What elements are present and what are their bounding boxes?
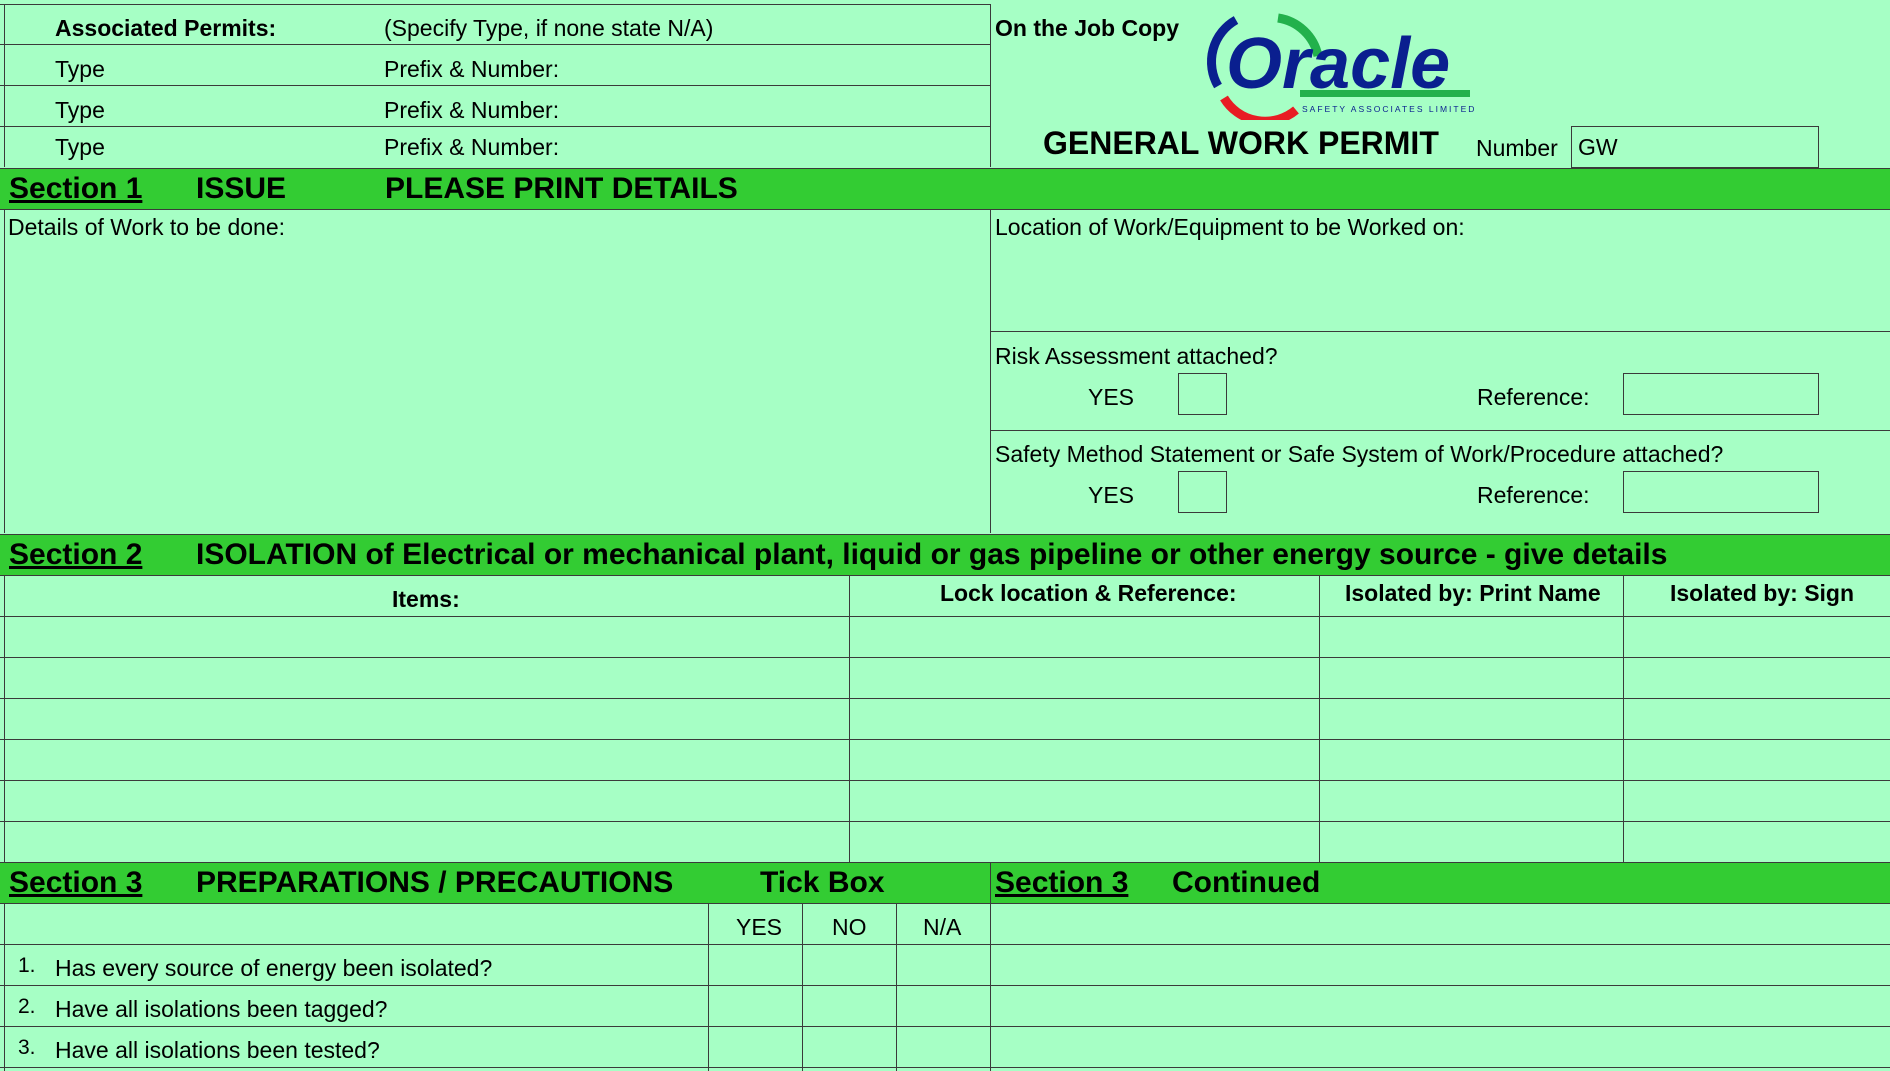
grid-line — [0, 534, 1890, 535]
section3-continued-heading: Continued — [1172, 866, 1321, 899]
permit-prefix-label: Prefix & Number: — [384, 97, 560, 123]
grid-line — [849, 575, 850, 862]
section2-heading: ISOLATION of Electrical or mechanical plant, liquid or gas pipeline or other energy source - give details — [196, 538, 1668, 571]
table-row-line — [0, 821, 1890, 822]
grid-line — [1623, 575, 1624, 862]
grid-line — [4, 903, 5, 1071]
section3-continued-label: Section 3 — [995, 866, 1129, 899]
section3-heading: PREPARATIONS / PRECAUTIONS — [196, 866, 674, 899]
number-value: GW — [1578, 134, 1618, 160]
method-statement-label: Safety Method Statement or Safe System of Work/Procedure attached? — [995, 441, 1724, 467]
permit-type-label: Type — [55, 97, 105, 123]
oracle-logo-icon — [1200, 6, 1480, 120]
copy-label: On the Job Copy — [995, 15, 1179, 41]
grid-line — [0, 575, 1890, 576]
section1-heading: ISSUE — [196, 172, 287, 205]
table-row-line — [0, 657, 1890, 658]
grid-line — [1319, 575, 1320, 862]
location-label: Location of Work/Equipment to be Worked on: — [995, 214, 1465, 240]
method-yes-checkbox[interactable] — [1178, 471, 1227, 513]
question-1-yes-cell[interactable] — [709, 945, 801, 984]
table-row-line — [0, 698, 1890, 699]
number-field[interactable] — [1571, 126, 1819, 168]
question-text: Have all isolations been tested? — [55, 1037, 380, 1063]
question-1-na-cell[interactable] — [897, 945, 989, 984]
details-label: Details of Work to be done: — [8, 214, 285, 240]
grid-line — [4, 209, 5, 533]
grid-line — [0, 126, 990, 127]
table-row-line — [0, 780, 1890, 781]
table-row-line — [0, 1067, 1890, 1068]
grid-line — [990, 430, 1890, 431]
grid-line — [0, 4, 990, 5]
grid-line — [990, 331, 1890, 332]
risk-yes-label: YES — [1088, 384, 1135, 410]
permit-prefix-label: Prefix & Number: — [384, 134, 560, 160]
table-row-line — [0, 616, 1890, 617]
permit-type-label: Type — [55, 134, 105, 160]
question-2-na-cell[interactable] — [897, 986, 989, 1025]
column-header-lock-location: Lock location & Reference: — [940, 580, 1237, 606]
section2-label: Section 2 — [9, 538, 143, 571]
risk-reference-label: Reference: — [1477, 384, 1590, 410]
risk-reference-field[interactable] — [1623, 373, 1819, 415]
grid-line — [0, 903, 1890, 904]
grid-line — [4, 4, 5, 167]
tick-box-label: Tick Box — [760, 866, 885, 899]
risk-yes-checkbox[interactable] — [1178, 373, 1227, 415]
table-row-line — [0, 739, 1890, 740]
grid-line — [4, 575, 5, 862]
column-header-items: Items: — [392, 586, 460, 612]
question-3-no-cell[interactable] — [803, 1027, 895, 1066]
associated-permits-hint: (Specify Type, if none state N/A) — [384, 15, 714, 41]
grid-line — [990, 4, 991, 167]
grid-line — [0, 44, 990, 45]
grid-line — [990, 903, 991, 1071]
grid-line — [0, 168, 1890, 169]
number-label: Number — [1476, 135, 1558, 161]
question-number: 3. — [18, 1036, 36, 1059]
section3-label: Section 3 — [9, 866, 143, 899]
method-reference-field[interactable] — [1623, 471, 1819, 513]
method-yes-label: YES — [1088, 482, 1135, 508]
question-number: 1. — [18, 954, 36, 977]
logo-tagline: SAFETY ASSOCIATES LIMITED — [1302, 104, 1477, 114]
risk-assessment-label: Risk Assessment attached? — [995, 343, 1278, 369]
question-2-no-cell[interactable] — [803, 986, 895, 1025]
section3-band — [0, 862, 1890, 903]
section1-label: Section 1 — [9, 172, 143, 205]
method-reference-label: Reference: — [1477, 482, 1590, 508]
associated-permits-label: Associated Permits: — [55, 15, 277, 41]
question-text: Have all isolations been tagged? — [55, 996, 388, 1022]
question-number: 2. — [18, 995, 36, 1018]
tick-column-yes: YES — [736, 914, 783, 940]
company-logo — [1200, 6, 1480, 120]
question-text: Has every source of energy been isolated? — [55, 955, 493, 981]
question-1-no-cell[interactable] — [803, 945, 895, 984]
logo-word: Oracle — [1226, 24, 1451, 104]
permit-title: GENERAL WORK PERMIT — [1043, 125, 1439, 161]
column-header-isolated-name: Isolated by: Print Name — [1345, 580, 1601, 606]
question-3-yes-cell[interactable] — [709, 1027, 801, 1066]
section1-band — [0, 168, 1890, 209]
section2-band — [0, 534, 1890, 575]
permit-type-label: Type — [55, 56, 105, 82]
tick-column-no: NO — [832, 914, 867, 940]
tick-column-na: N/A — [923, 914, 962, 940]
grid-line — [0, 862, 1890, 863]
section1-subheading: PLEASE PRINT DETAILS — [385, 172, 738, 205]
grid-line — [990, 209, 991, 533]
grid-line — [0, 209, 1890, 210]
grid-line — [990, 862, 991, 903]
permit-prefix-label: Prefix & Number: — [384, 56, 560, 82]
question-3-na-cell[interactable] — [897, 1027, 989, 1066]
grid-line — [0, 85, 990, 86]
column-header-isolated-sign: Isolated by: Sign — [1670, 580, 1855, 606]
question-2-yes-cell[interactable] — [709, 986, 801, 1025]
